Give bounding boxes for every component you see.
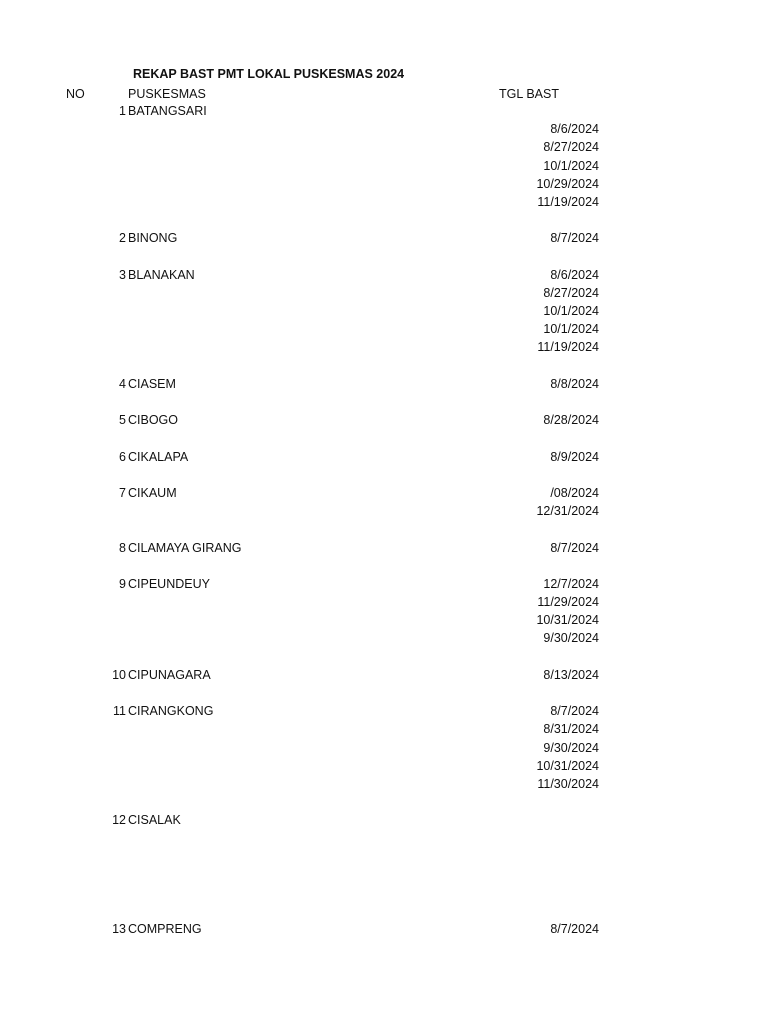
bast-date: 8/7/2024 bbox=[550, 540, 599, 555]
table-row bbox=[0, 120, 768, 138]
bast-date: 10/1/2024 bbox=[543, 322, 599, 337]
row-number: 10 bbox=[112, 667, 126, 682]
row-number: 12 bbox=[112, 813, 126, 828]
table-row bbox=[0, 593, 768, 611]
spacer-row bbox=[0, 648, 768, 666]
table-row bbox=[0, 484, 768, 502]
table-row bbox=[0, 830, 768, 848]
table-row bbox=[0, 157, 768, 175]
spacer-row bbox=[0, 466, 768, 484]
spacer-row bbox=[0, 684, 768, 702]
column-header-no: NO bbox=[66, 87, 85, 101]
row-number: 6 bbox=[119, 449, 126, 464]
bast-date: 12/7/2024 bbox=[543, 576, 599, 591]
bast-date: 8/7/2024 bbox=[550, 922, 599, 937]
bast-date: 8/6/2024 bbox=[550, 122, 599, 137]
table-row bbox=[0, 920, 768, 938]
table-row bbox=[0, 811, 768, 829]
report-title: REKAP BAST PMT LOKAL PUSKESMAS 2024 bbox=[133, 67, 405, 81]
column-header-puskesmas: PUSKESMAS bbox=[128, 87, 206, 101]
table-row bbox=[0, 866, 768, 884]
table-row bbox=[0, 448, 768, 466]
puskesmas-name: CIRANGKONG bbox=[128, 704, 214, 719]
bast-date: /08/2024 bbox=[550, 485, 599, 500]
table-row bbox=[0, 102, 768, 120]
row-number: 8 bbox=[119, 540, 126, 555]
row-number: 5 bbox=[119, 413, 126, 428]
bast-date: 8/27/2024 bbox=[543, 140, 599, 155]
table-row bbox=[0, 757, 768, 775]
table-row bbox=[0, 739, 768, 757]
puskesmas-name: COMPRENG bbox=[128, 922, 202, 937]
bast-date: 10/1/2024 bbox=[543, 158, 599, 173]
row-number: 2 bbox=[119, 231, 126, 246]
column-header-tgl-bast: TGL BAST bbox=[499, 87, 559, 101]
table-row bbox=[0, 539, 768, 557]
table-row bbox=[0, 702, 768, 720]
bast-date: 12/31/2024 bbox=[536, 504, 599, 519]
bast-date: 10/31/2024 bbox=[536, 758, 599, 773]
row-number: 4 bbox=[119, 376, 126, 391]
spacer-row bbox=[0, 557, 768, 575]
puskesmas-name: BINONG bbox=[128, 231, 178, 246]
bast-date: 9/30/2024 bbox=[543, 631, 599, 646]
bast-date: 8/13/2024 bbox=[543, 667, 599, 682]
spacer-row bbox=[0, 248, 768, 266]
table-row bbox=[0, 611, 768, 629]
row-number: 13 bbox=[112, 922, 126, 937]
table-row bbox=[0, 884, 768, 902]
table-row bbox=[0, 775, 768, 793]
spacer-row bbox=[0, 793, 768, 811]
table-row bbox=[0, 193, 768, 211]
row-number: 1 bbox=[119, 104, 126, 118]
table-row bbox=[0, 320, 768, 338]
bast-date: 8/27/2024 bbox=[543, 285, 599, 300]
bast-date: 8/9/2024 bbox=[550, 449, 599, 464]
bast-date: 10/31/2024 bbox=[536, 613, 599, 628]
spacer-row bbox=[0, 520, 768, 538]
bast-date: 10/29/2024 bbox=[536, 176, 599, 191]
puskesmas-name: CIPUNAGARA bbox=[128, 667, 211, 682]
bast-date: 9/30/2024 bbox=[543, 740, 599, 755]
table-row bbox=[0, 375, 768, 393]
puskesmas-name: CIASEM bbox=[128, 376, 176, 391]
table-row bbox=[0, 575, 768, 593]
row-number: 9 bbox=[119, 576, 126, 591]
table-row bbox=[0, 720, 768, 738]
table-row bbox=[0, 629, 768, 647]
table-row bbox=[0, 666, 768, 684]
puskesmas-name: CIKAUM bbox=[128, 485, 177, 500]
puskesmas-name: CISALAK bbox=[128, 813, 181, 828]
spacer-row bbox=[0, 357, 768, 375]
bast-date: 8/31/2024 bbox=[543, 722, 599, 737]
row-number: 3 bbox=[119, 267, 126, 282]
spacer-row bbox=[0, 902, 768, 920]
puskesmas-name: CIBOGO bbox=[128, 413, 179, 428]
table-row bbox=[0, 502, 768, 520]
table-row bbox=[0, 229, 768, 247]
bast-date: 8/28/2024 bbox=[543, 413, 599, 428]
puskesmas-name: BLANAKAN bbox=[128, 267, 195, 282]
puskesmas-name: CIKALAPA bbox=[128, 449, 189, 464]
bast-date: 11/19/2024 bbox=[537, 340, 599, 355]
bast-date: 8/7/2024 bbox=[550, 704, 599, 719]
spacer-row bbox=[0, 429, 768, 447]
table-row bbox=[0, 411, 768, 429]
table-row bbox=[0, 138, 768, 156]
spacer-row bbox=[0, 393, 768, 411]
spacer-row bbox=[0, 211, 768, 229]
bast-date: 11/19/2024 bbox=[537, 194, 599, 209]
bast-date: 11/30/2024 bbox=[537, 776, 599, 791]
data-rows bbox=[0, 102, 768, 939]
puskesmas-name: BATANGSARI bbox=[128, 104, 207, 118]
table-row bbox=[0, 284, 768, 302]
row-number: 11 bbox=[113, 704, 126, 719]
bast-date: 8/7/2024 bbox=[550, 231, 599, 246]
row-number: 7 bbox=[119, 485, 126, 500]
table-row bbox=[0, 338, 768, 356]
table-row bbox=[0, 266, 768, 284]
bast-date: 8/8/2024 bbox=[550, 376, 599, 391]
bast-date: 10/1/2024 bbox=[543, 304, 599, 319]
table-row bbox=[0, 848, 768, 866]
bast-date: 11/29/2024 bbox=[537, 595, 599, 610]
table-row bbox=[0, 302, 768, 320]
puskesmas-name: CILAMAYA GIRANG bbox=[128, 540, 242, 555]
bast-date: 8/6/2024 bbox=[550, 267, 599, 282]
table-row bbox=[0, 175, 768, 193]
puskesmas-name: CIPEUNDEUY bbox=[128, 576, 210, 591]
